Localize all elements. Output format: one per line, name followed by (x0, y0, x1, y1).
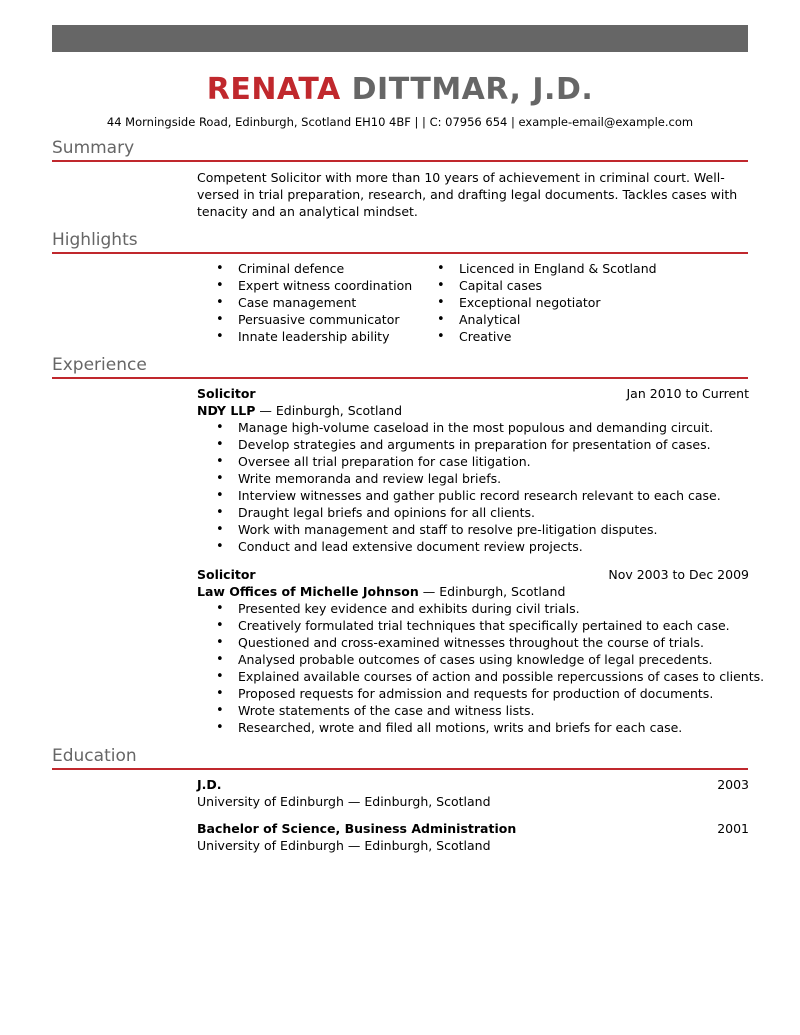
separator: — (343, 794, 365, 809)
highlight-item: • Criminal defence (216, 260, 412, 277)
job-bullet: • Presented key evidence and exhibits during civil trials. (216, 600, 749, 617)
job-bullet: • Oversee all trial preparation for case litigation. (216, 453, 749, 470)
highlight-item: • Persuasive communicator (216, 311, 412, 328)
highlight-item: • Analytical (437, 311, 657, 328)
job-title: Solicitor (197, 567, 256, 582)
highlight-item: • Exceptional negotiator (437, 294, 657, 311)
highlight-item: • Innate leadership ability (216, 328, 412, 345)
highlight-item: • Capital cases (437, 277, 657, 294)
job-bullet: • Wrote statements of the case and witness lists. (216, 702, 749, 719)
job-entry (197, 385, 749, 555)
school-line (197, 793, 749, 810)
job-company-line (197, 583, 749, 600)
contact-line: 44 Morningside Road, Edinburgh, Scotland EH10 4BF | | C: 07956 654 | example-email@example.com (106, 115, 694, 129)
first-name: RENATA (206, 72, 341, 107)
education-year: 2003 (717, 777, 749, 792)
job-company-line (197, 402, 749, 419)
education-heading (52, 748, 748, 770)
job-bullet: • Conduct and lead extensive document review projects. (216, 538, 749, 555)
summary-heading (52, 140, 748, 162)
highlights-heading (52, 232, 748, 254)
job-title: Solicitor (197, 386, 256, 401)
job-bullet: • Develop strategies and arguments in preparation for presentation of cases. (216, 436, 749, 453)
job-location: Edinburgh, Scotland (439, 584, 566, 599)
degree: Bachelor of Science, Business Administration (197, 821, 517, 836)
separator: — (418, 584, 440, 599)
summary-text: Competent Solicitor with more than 10 years of achievement in criminal court. Well-versed in trial preparation, research, and drafting legal documents. Tackles cases with tenacity and an analytical mindset. (197, 170, 738, 219)
highlight-item: • Licenced in England & Scotland (437, 260, 657, 277)
job-bullet: • Draught legal briefs and opinions for all clients. (216, 504, 749, 521)
summary-heading-text: Summary (52, 138, 135, 158)
job-bullets (216, 419, 749, 555)
highlights-right-list (437, 260, 657, 345)
school-line (197, 837, 749, 854)
job-bullet: • Creatively formulated trial techniques that specifically pertained to each case. (216, 617, 749, 634)
experience-heading (52, 357, 748, 379)
job-dates: Nov 2003 to Dec 2009 (608, 567, 749, 582)
job-bullet: • Questioned and cross-examined witnesses throughout the course of trials. (216, 634, 749, 651)
job-dates: Jan 2010 to Current (626, 386, 749, 401)
job-bullets (216, 600, 765, 736)
education-year: 2001 (717, 821, 749, 836)
last-name: DITTMAR, J.D. (351, 72, 594, 107)
job-bullet: • Researched, wrote and filed all motions, writs and briefs for each case. (216, 719, 749, 736)
school-location: Edinburgh, Scotland (364, 794, 491, 809)
education-entry (197, 776, 749, 810)
job-bullet: • Proposed requests for admission and requests for production of documents. (216, 685, 749, 702)
education-heading-text: Education (52, 746, 137, 766)
school-name: University of Edinburgh (197, 838, 344, 853)
job-bullet: • Interview witnesses and gather public record research relevant to each case. (216, 487, 749, 504)
highlight-item: • Expert witness coordination (216, 277, 412, 294)
education-entry (197, 820, 749, 854)
school-name: University of Edinburgh (197, 794, 344, 809)
job-entry (197, 566, 765, 736)
candidate-name (0, 72, 800, 108)
highlights-heading-text: Highlights (52, 230, 138, 250)
separator: — (343, 838, 365, 853)
job-bullet: • Analysed probable outcomes of cases using knowledge of legal precedents. (216, 651, 749, 668)
job-bullet: • Explained available courses of action and possible repercussions of cases to clients. (216, 668, 749, 685)
job-location: Edinburgh, Scotland (275, 403, 403, 418)
separator: — (255, 403, 276, 418)
company-name: NDY LLP (197, 403, 256, 418)
highlights-left-list (216, 260, 412, 345)
job-bullet: • Manage high-volume caseload in the most populous and demanding circuit. (216, 419, 749, 436)
company-name: Law Offices of Michelle Johnson (197, 584, 419, 599)
school-location: Edinburgh, Scotland (364, 838, 491, 853)
job-bullet: • Work with management and staff to resolve pre-litigation disputes. (216, 521, 749, 538)
degree: J.D. (197, 777, 222, 792)
experience-heading-text: Experience (52, 355, 147, 375)
header-bar (52, 25, 748, 52)
highlight-item: • Case management (216, 294, 412, 311)
highlight-item: • Creative (437, 328, 657, 345)
job-bullet: • Write memoranda and review legal briefs. (216, 470, 749, 487)
